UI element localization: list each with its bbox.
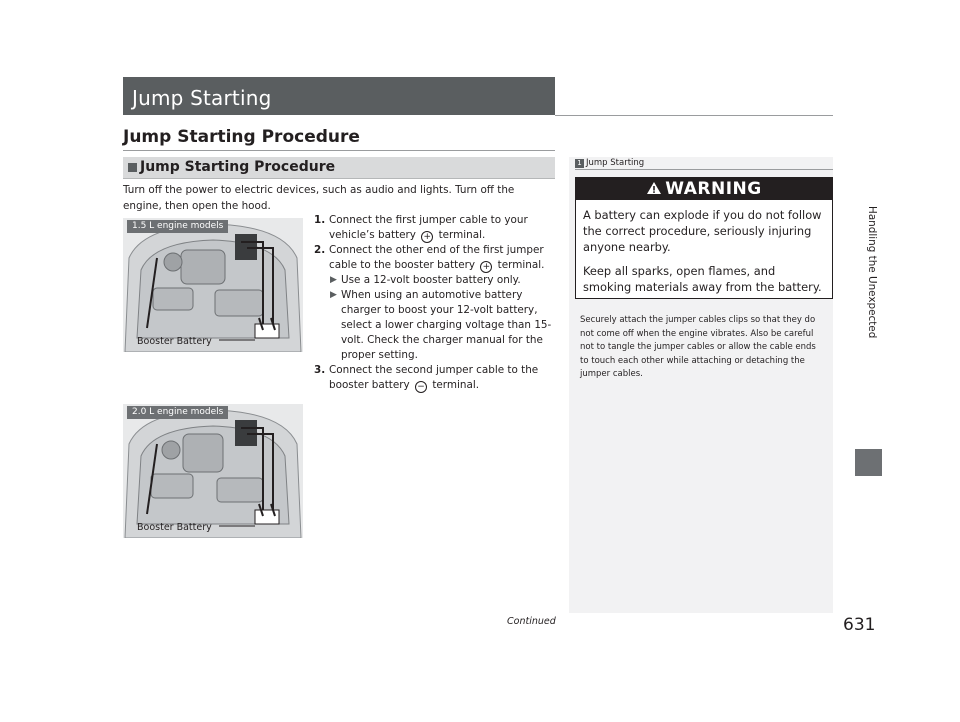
step-text-end: terminal. <box>438 229 486 241</box>
step-2-note-2 <box>314 288 554 363</box>
procedure-steps <box>314 213 554 393</box>
sidebar-heading-rule <box>575 169 833 170</box>
section-banner <box>123 77 555 115</box>
step-number: 1. <box>314 214 326 226</box>
arrow-icon: ▶ <box>330 290 337 300</box>
warning-box <box>575 177 833 299</box>
warning-triangle-icon <box>646 181 662 195</box>
step-3 <box>314 363 554 393</box>
warning-paragraph: Keep all sparks, open flames, and smoking materials away from the battery. <box>583 264 822 294</box>
chapter-tab <box>855 449 882 476</box>
warning-paragraph: A battery can explode if you do not follow the correct procedure, seriously injuring anyone nearby. <box>583 208 822 254</box>
booster-battery-label: Booster Battery <box>137 336 212 347</box>
sidebar-heading <box>575 158 644 168</box>
step-text: Connect the other end of the first jumper cable to the booster battery <box>329 244 544 271</box>
step-1 <box>314 213 554 243</box>
step-text: Connect the first jumper cable to your vehicle’s battery <box>329 214 528 241</box>
page-number: 631 <box>843 615 876 635</box>
step-text-end: terminal. <box>432 379 480 391</box>
step-2 <box>314 243 554 273</box>
banner-rule <box>555 115 833 116</box>
plus-terminal-icon: + <box>480 261 492 273</box>
booster-battery-label: Booster Battery <box>137 522 212 533</box>
note-text: Use a 12-volt booster battery only. <box>341 274 521 286</box>
engine-bay-illustration <box>123 404 303 538</box>
step-2-note-1 <box>314 273 554 288</box>
sidebar-heading-text: Jump Starting <box>586 158 645 168</box>
warning-text <box>583 207 827 303</box>
continued-label: Continued <box>507 616 556 627</box>
title-rule <box>123 150 555 151</box>
step-number: 3. <box>314 364 326 376</box>
step-text-end: terminal. <box>497 259 545 271</box>
plus-terminal-icon: + <box>421 231 433 243</box>
engine-diagram-1 <box>123 218 303 352</box>
square-bullet-icon <box>128 163 137 172</box>
engine-model-tag: 1.5 L engine models <box>127 220 228 233</box>
warning-title: WARNING <box>665 179 762 199</box>
page-title: Jump Starting Procedure <box>123 127 360 147</box>
subsection-title: Jump Starting Procedure <box>140 159 336 175</box>
reference-icon: 1 <box>575 159 584 168</box>
step-number: 2. <box>314 244 326 256</box>
arrow-icon: ▶ <box>330 275 337 285</box>
note-text: When using an automotive battery charger to boost your 12-volt battery, select a lower charging voltage than 15-volt. Check the charger manual for the proper setting. <box>341 289 552 361</box>
intro-text: Turn off the power to electric devices, such as audio and lights. Turn off the engine, then open the hood. <box>123 184 515 212</box>
chapter-side-label: Handling the Unexpected <box>866 206 878 339</box>
sidebar-note: Securely attach the jumper cables clips so that they do not come off when the engine vibrates. Also be careful not to tangle the jumper cables or allow the cable ends to touch each other while attaching or detaching the jumper cables. <box>580 315 816 379</box>
step-text: Connect the second jumper cable to the booster battery <box>329 364 539 391</box>
engine-model-tag: 2.0 L engine models <box>127 406 228 419</box>
warning-header <box>576 178 832 200</box>
minus-terminal-icon: − <box>415 381 427 393</box>
subsection-header <box>123 157 555 179</box>
engine-diagram-2 <box>123 404 303 538</box>
section-title: Jump Starting <box>132 86 272 110</box>
engine-bay-illustration <box>123 218 303 352</box>
